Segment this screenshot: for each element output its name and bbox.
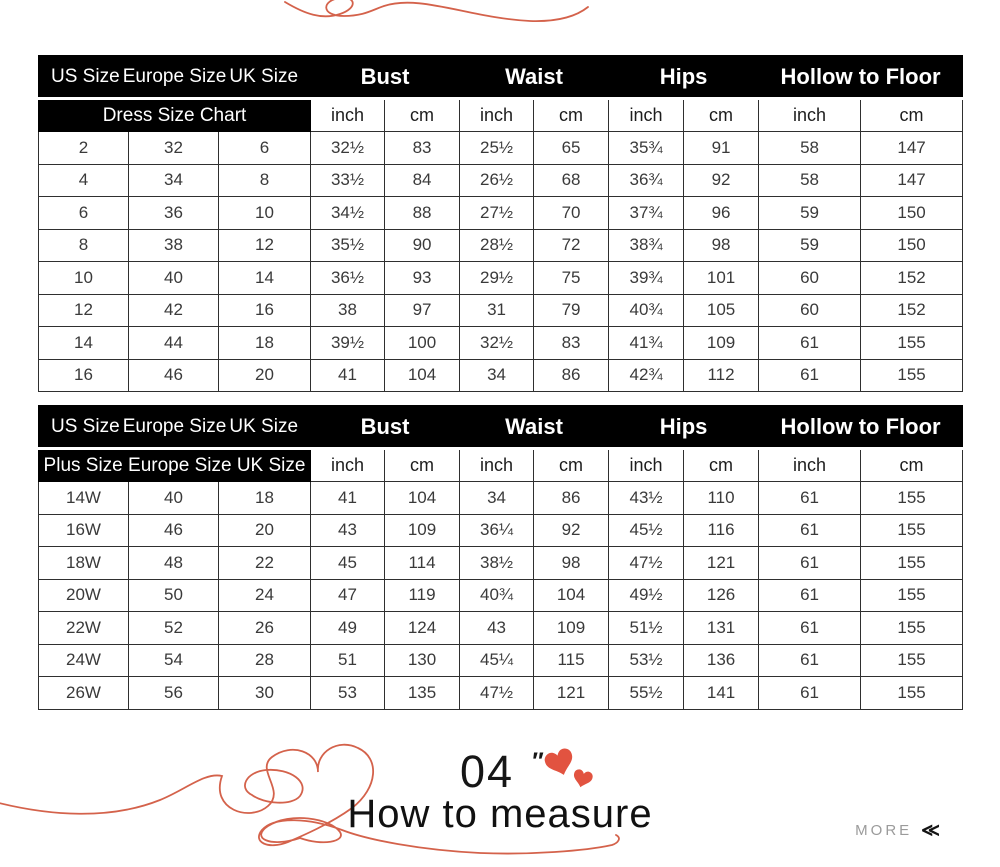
table-cell: 61: [759, 612, 861, 645]
table-cell: 10: [39, 262, 129, 295]
unit-header: inch: [759, 449, 861, 482]
table-row: [39, 514, 963, 547]
hips-header: Hips: [609, 406, 759, 449]
squiggle-line: [285, 0, 588, 21]
uk-size-header: UK Size: [229, 416, 299, 437]
table-row: [39, 579, 963, 612]
table-cell: 60: [759, 262, 861, 295]
table-cell: 79: [534, 294, 609, 327]
unit-header: cm: [684, 449, 759, 482]
table-cell: 22: [219, 547, 311, 580]
europe-size-header: Europe Size: [122, 416, 227, 437]
table-cell: 38½: [460, 547, 534, 580]
table-cell: 14W: [39, 482, 129, 515]
table-cell: 20W: [39, 579, 129, 612]
table-cell: 32½: [311, 132, 385, 165]
table-cell: 104: [534, 579, 609, 612]
how-to-measure-title: How to measure: [347, 792, 653, 836]
table-cell: 98: [534, 547, 609, 580]
table-cell: 2: [39, 132, 129, 165]
bust-header: Bust: [311, 406, 460, 449]
table-cell: 83: [534, 327, 609, 360]
table-row: [39, 197, 963, 230]
table-row: [39, 294, 963, 327]
table-cell: 104: [385, 482, 460, 515]
table-cell: 86: [534, 482, 609, 515]
table-cell: 155: [861, 547, 963, 580]
table-cell: 41¾: [609, 327, 684, 360]
table-cell: 29½: [460, 262, 534, 295]
table-cell: 43: [460, 612, 534, 645]
table-cell: 155: [861, 327, 963, 360]
table-cell: 105: [684, 294, 759, 327]
top-squiggle-decoration: [0, 0, 1000, 45]
size-columns-header: [39, 406, 311, 449]
table-cell: 16W: [39, 514, 129, 547]
table-cell: 91: [684, 132, 759, 165]
unit-header: cm: [861, 99, 963, 132]
table-cell: 150: [861, 197, 963, 230]
table-cell: 61: [759, 677, 861, 710]
table-cell: 12: [39, 294, 129, 327]
table-cell: 147: [861, 132, 963, 165]
table-cell: 14: [39, 327, 129, 360]
table-row: [39, 164, 963, 197]
table-cell: 40: [129, 482, 219, 515]
table-cell: 75: [534, 262, 609, 295]
table-cell: 35½: [311, 229, 385, 262]
table-cell: 61: [759, 327, 861, 360]
table-cell: 155: [861, 579, 963, 612]
table-cell: 61: [759, 482, 861, 515]
table-cell: 36¾: [609, 164, 684, 197]
table-row: [39, 262, 963, 295]
table-cell: 16: [219, 294, 311, 327]
more-link[interactable]: [855, 820, 940, 841]
header-row-units: [39, 99, 963, 132]
unit-header: inch: [311, 449, 385, 482]
table-cell: 150: [861, 229, 963, 262]
table-cell: 27½: [460, 197, 534, 230]
table-cell: 116: [684, 514, 759, 547]
table-cell: 44: [129, 327, 219, 360]
table-cell: 155: [861, 644, 963, 677]
unit-header: cm: [861, 449, 963, 482]
table-cell: 18: [219, 327, 311, 360]
double-chevron-left-icon: ≪: [921, 820, 940, 840]
table-cell: 45¼: [460, 644, 534, 677]
table-cell: 53½: [609, 644, 684, 677]
unit-header: cm: [534, 449, 609, 482]
table-cell: 38¾: [609, 229, 684, 262]
table-cell: 61: [759, 579, 861, 612]
table-cell: 147: [861, 164, 963, 197]
table-cell: 45½: [609, 514, 684, 547]
bust-header: Bust: [311, 56, 460, 99]
table-cell: 60: [759, 294, 861, 327]
table-cell: 49: [311, 612, 385, 645]
table-cell: 92: [534, 514, 609, 547]
table-cell: 42¾: [609, 359, 684, 392]
more-label: MORE: [855, 822, 913, 839]
table-cell: 61: [759, 359, 861, 392]
unit-header: cm: [684, 99, 759, 132]
table-cell: 58: [759, 132, 861, 165]
table-row: [39, 359, 963, 392]
unit-header: cm: [385, 449, 460, 482]
table-cell: 49½: [609, 579, 684, 612]
table-cell: 35¾: [609, 132, 684, 165]
table-cell: 34: [129, 164, 219, 197]
table-title-cell: Dress Size Chart: [39, 99, 311, 132]
table-cell: 112: [684, 359, 759, 392]
hollow-to-floor-header: Hollow to Floor: [759, 56, 963, 99]
table-cell: 43: [311, 514, 385, 547]
table-cell: 68: [534, 164, 609, 197]
table-cell: 53: [311, 677, 385, 710]
table-cell: 70: [534, 197, 609, 230]
table-cell: 28½: [460, 229, 534, 262]
table-cell: 155: [861, 677, 963, 710]
table-cell: 65: [534, 132, 609, 165]
table-cell: 55½: [609, 677, 684, 710]
table-cell: 20: [219, 514, 311, 547]
header-row-groups: [39, 406, 963, 449]
table-cell: 155: [861, 482, 963, 515]
table-cell: 109: [385, 514, 460, 547]
table-cell: 24: [219, 579, 311, 612]
table-row: [39, 327, 963, 360]
uk-size-header: UK Size: [229, 66, 299, 87]
hollow-to-floor-header: Hollow to Floor: [759, 406, 963, 449]
header-row-units: [39, 449, 963, 482]
table-cell: 54: [129, 644, 219, 677]
table-cell: 32: [129, 132, 219, 165]
table-cell: 88: [385, 197, 460, 230]
table-cell: 36¼: [460, 514, 534, 547]
table-cell: 24W: [39, 644, 129, 677]
table-cell: 37¾: [609, 197, 684, 230]
table-cell: 20: [219, 359, 311, 392]
heart-icon: [571, 768, 594, 790]
table-cell: 152: [861, 262, 963, 295]
table-cell: 84: [385, 164, 460, 197]
table-cell: 50: [129, 579, 219, 612]
table-cell: 30: [219, 677, 311, 710]
table-cell: 131: [684, 612, 759, 645]
table-cell: 115: [534, 644, 609, 677]
table-row: [39, 229, 963, 262]
table-cell: 86: [534, 359, 609, 392]
table-cell: 135: [385, 677, 460, 710]
unit-header: inch: [759, 99, 861, 132]
table-cell: 47: [311, 579, 385, 612]
table-cell: 58: [759, 164, 861, 197]
table-cell: 56: [129, 677, 219, 710]
table-cell: 141: [684, 677, 759, 710]
table-cell: 38: [129, 229, 219, 262]
table-cell: 42: [129, 294, 219, 327]
table-cell: 36: [129, 197, 219, 230]
plus-size-chart-table: [38, 405, 963, 710]
us-size-header: US Size: [51, 416, 120, 437]
table-cell: 152: [861, 294, 963, 327]
table-cell: 130: [385, 644, 460, 677]
table-cell: 96: [684, 197, 759, 230]
table-cell: 126: [684, 579, 759, 612]
table-cell: 97: [385, 294, 460, 327]
unit-header: inch: [460, 99, 534, 132]
table-row: [39, 132, 963, 165]
table-cell: 51½: [609, 612, 684, 645]
table-cell: 6: [39, 197, 129, 230]
unit-header: inch: [460, 449, 534, 482]
table-cell: 43½: [609, 482, 684, 515]
table-cell: 155: [861, 514, 963, 547]
table-cell: 100: [385, 327, 460, 360]
unit-header: cm: [385, 99, 460, 132]
table-cell: 52: [129, 612, 219, 645]
header-row-groups: [39, 56, 963, 99]
table-cell: 25½: [460, 132, 534, 165]
table-cell: 72: [534, 229, 609, 262]
table-cell: 155: [861, 359, 963, 392]
table-cell: 136: [684, 644, 759, 677]
table-cell: 6: [219, 132, 311, 165]
table-cell: 155: [861, 612, 963, 645]
table-cell: 18W: [39, 547, 129, 580]
table-cell: 98: [684, 229, 759, 262]
table-cell: 8: [39, 229, 129, 262]
table-cell: 36½: [311, 262, 385, 295]
table-row: [39, 482, 963, 515]
table-cell: 121: [534, 677, 609, 710]
table-cell: 40¾: [460, 579, 534, 612]
table-row: [39, 547, 963, 580]
table-cell: 31: [460, 294, 534, 327]
waist-header: Waist: [460, 56, 609, 99]
table-cell: 101: [684, 262, 759, 295]
table-cell: 28: [219, 644, 311, 677]
table-row: [39, 644, 963, 677]
table-cell: 39½: [311, 327, 385, 360]
table-row: [39, 677, 963, 710]
table-cell: 124: [385, 612, 460, 645]
heart-icon: [543, 746, 578, 779]
table-cell: 26W: [39, 677, 129, 710]
table-cell: 93: [385, 262, 460, 295]
table-cell: 26½: [460, 164, 534, 197]
table-cell: 40: [129, 262, 219, 295]
quote-mark: ″: [531, 748, 543, 775]
us-size-header: US Size: [51, 66, 120, 87]
table-cell: 51: [311, 644, 385, 677]
table-cell: 48: [129, 547, 219, 580]
table-cell: 14: [219, 262, 311, 295]
table-cell: 46: [129, 359, 219, 392]
table-cell: 109: [684, 327, 759, 360]
table-cell: 40¾: [609, 294, 684, 327]
table-title-cell: Plus Size Europe Size UK Size: [39, 449, 311, 482]
table-cell: 39¾: [609, 262, 684, 295]
table-cell: 34: [460, 482, 534, 515]
table-cell: 38: [311, 294, 385, 327]
hips-header: Hips: [609, 56, 759, 99]
table-row: [39, 612, 963, 645]
table-cell: 32½: [460, 327, 534, 360]
section-number: 04: [460, 746, 515, 797]
table-cell: 47½: [609, 547, 684, 580]
table-cell: 8: [219, 164, 311, 197]
unit-header: inch: [609, 449, 684, 482]
table-cell: 121: [684, 547, 759, 580]
europe-size-header: Europe Size: [122, 66, 227, 87]
table-cell: 109: [534, 612, 609, 645]
unit-header: cm: [534, 99, 609, 132]
size-columns-header: [39, 56, 311, 99]
unit-header: inch: [609, 99, 684, 132]
table-cell: 110: [684, 482, 759, 515]
table-cell: 45: [311, 547, 385, 580]
table-cell: 119: [385, 579, 460, 612]
table-cell: 83: [385, 132, 460, 165]
table-cell: 46: [129, 514, 219, 547]
table-cell: 90: [385, 229, 460, 262]
table-cell: 41: [311, 359, 385, 392]
table-cell: 26: [219, 612, 311, 645]
table-cell: 59: [759, 197, 861, 230]
table-cell: 33½: [311, 164, 385, 197]
table-cell: 41: [311, 482, 385, 515]
table-cell: 104: [385, 359, 460, 392]
dress-size-chart-table: [38, 55, 963, 392]
table-cell: 16: [39, 359, 129, 392]
table-cell: 34: [460, 359, 534, 392]
table-cell: 59: [759, 229, 861, 262]
table-cell: 34½: [311, 197, 385, 230]
table-cell: 12: [219, 229, 311, 262]
table-cell: 22W: [39, 612, 129, 645]
table-cell: 18: [219, 482, 311, 515]
footer-section: [0, 740, 1000, 867]
waist-header: Waist: [460, 406, 609, 449]
table-cell: 61: [759, 547, 861, 580]
table-cell: 114: [385, 547, 460, 580]
table-cell: 61: [759, 514, 861, 547]
table-cell: 92: [684, 164, 759, 197]
table-cell: 10: [219, 197, 311, 230]
table-cell: 61: [759, 644, 861, 677]
table-cell: 47½: [460, 677, 534, 710]
unit-header: inch: [311, 99, 385, 132]
table-cell: 4: [39, 164, 129, 197]
